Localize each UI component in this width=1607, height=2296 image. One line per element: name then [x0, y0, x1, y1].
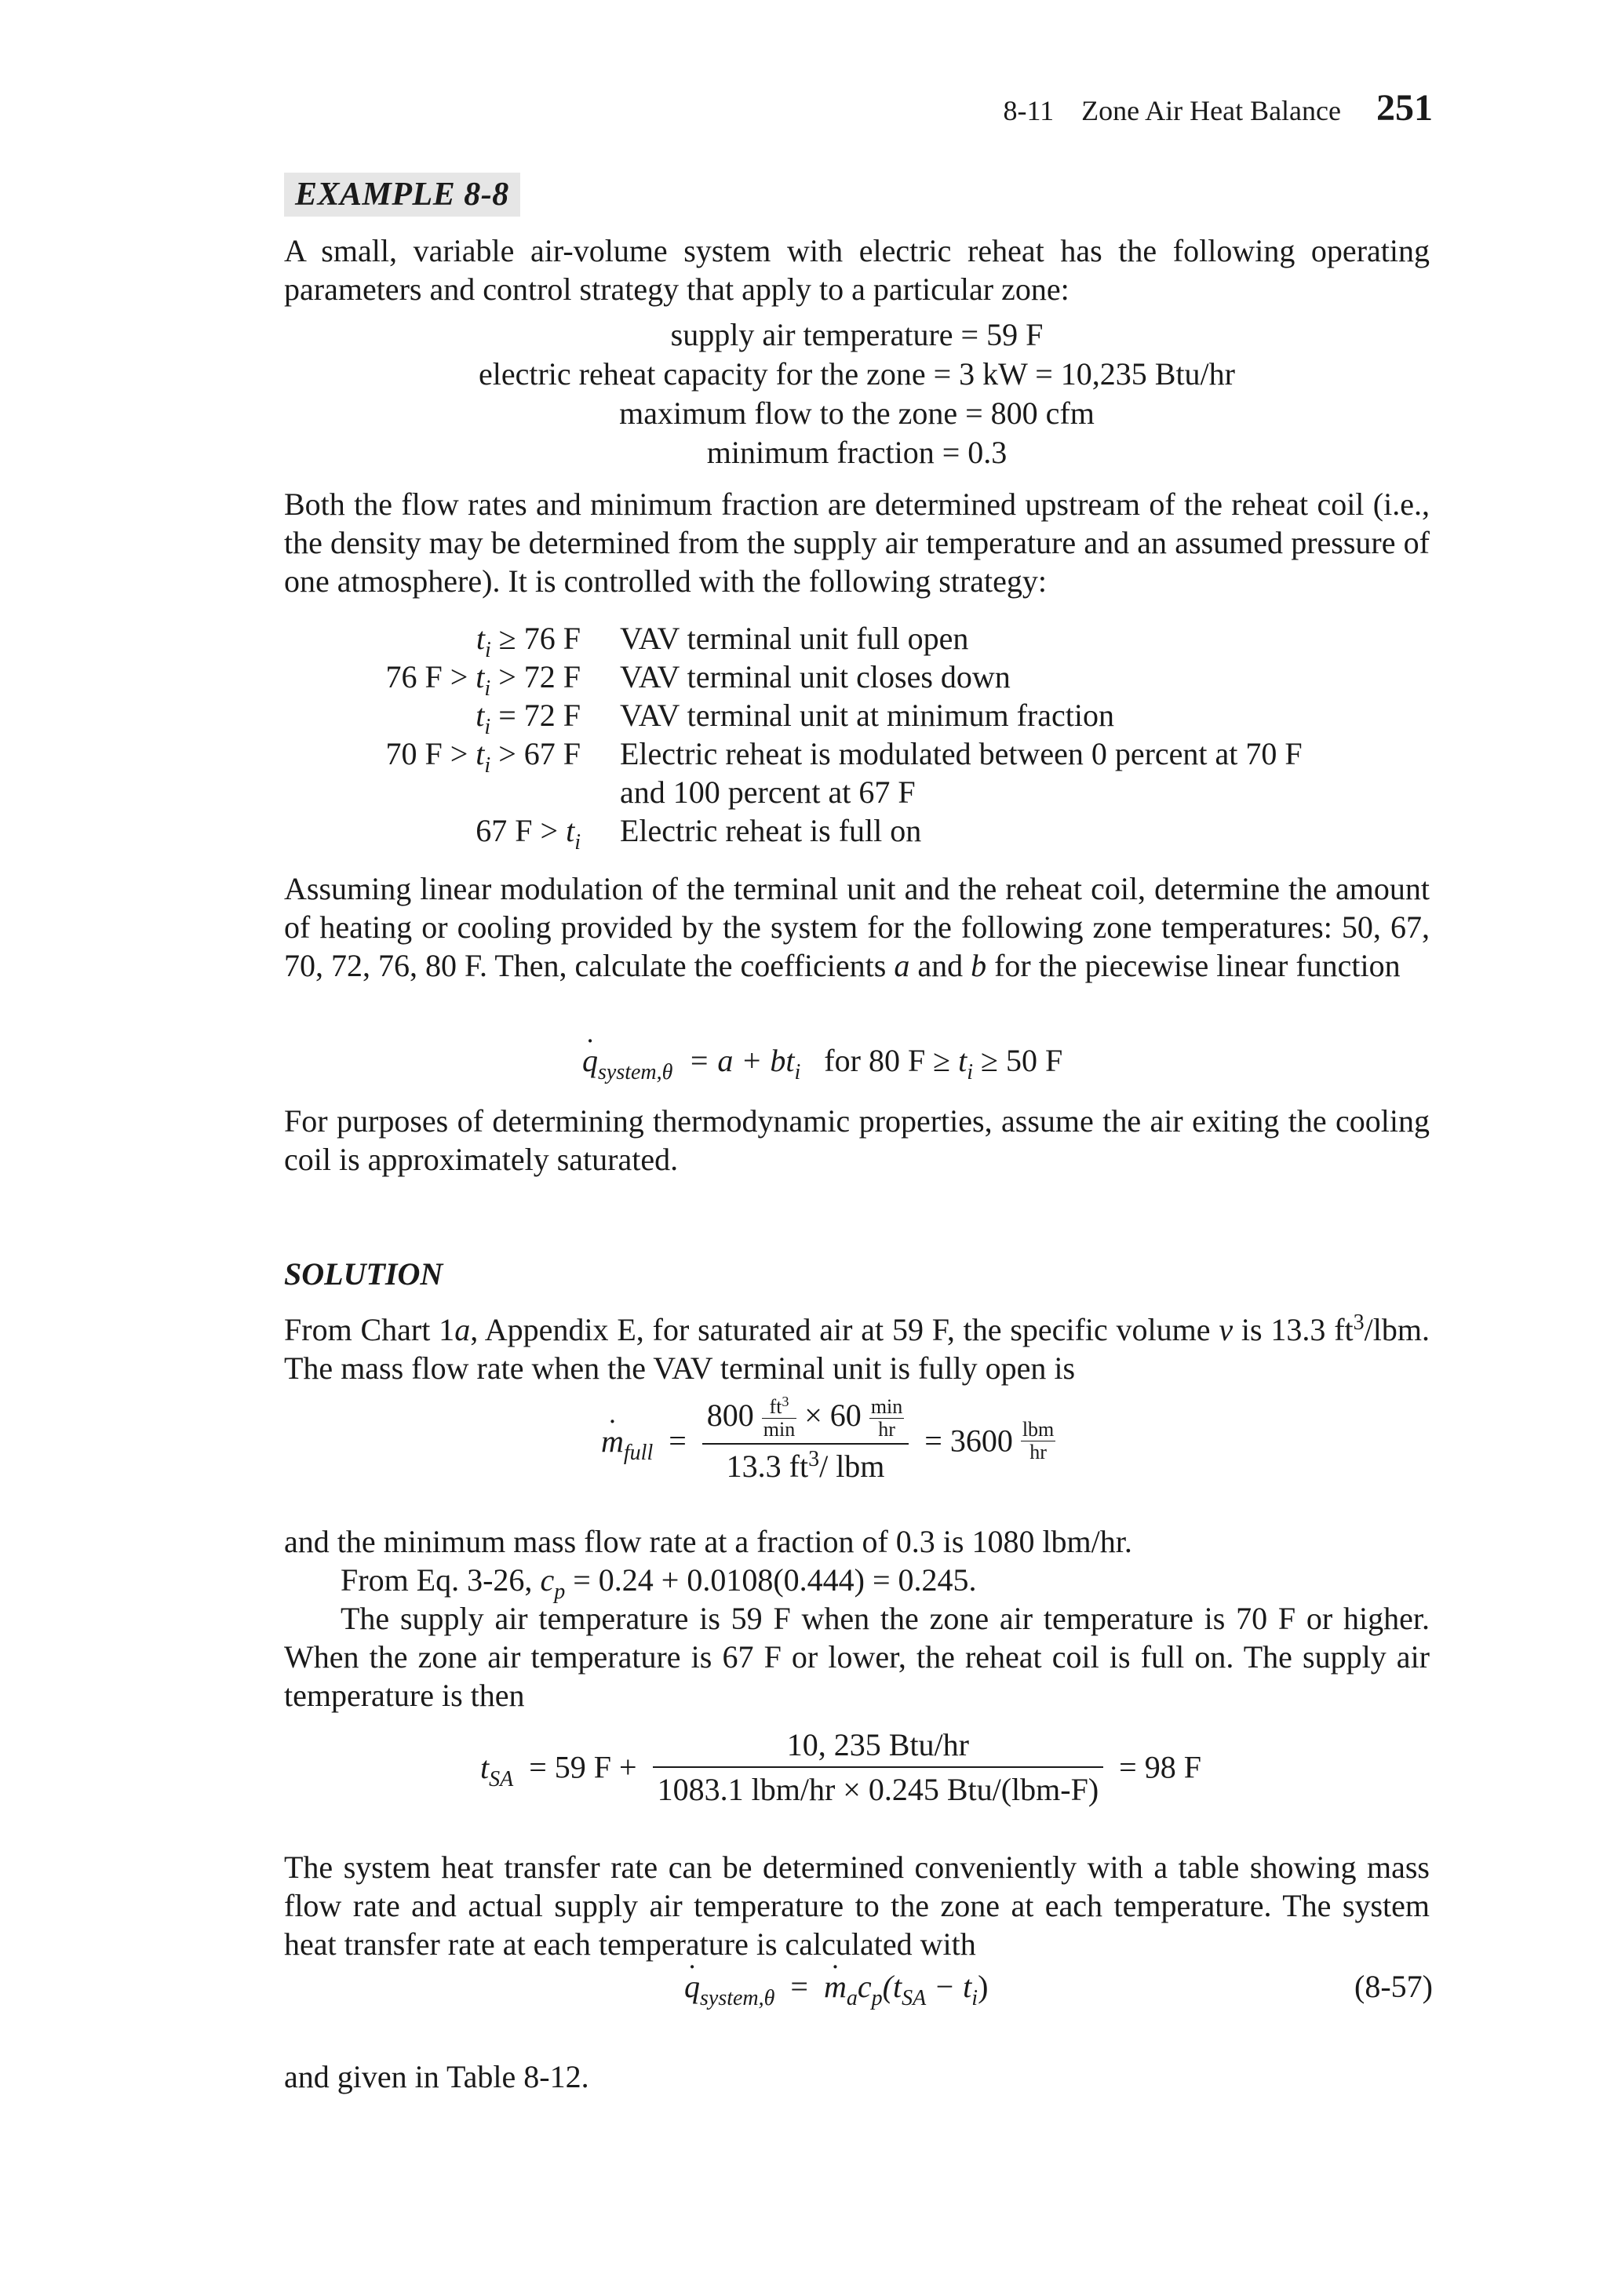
solution-paragraph-2: and the minimum mass flow rate at a fraction of 0.3 is 1080 lbm/hr.: [284, 1524, 1132, 1559]
equation-mass-flow: ˙ $m_{full}$ = 800 $ft^3$ min × 60 min hr 13.3 $ft^3/$ lbm = 3600 lbm hr: [601, 1397, 1055, 1485]
section-number: 8-11: [1003, 95, 1055, 126]
page-number: 251: [1376, 87, 1433, 129]
equation-piecewise-function: ˙ $q_{system,\theta} = a + bt_i$ for 80 $F \ge t_i \ge 50$ F: [582, 1042, 1062, 1079]
strategy-row: 76 $F > t_i > 72$ F VAV terminal unit closes down: [385, 659, 1011, 701]
solution-paragraph-6: and given in Table 8-12.: [284, 2059, 589, 2094]
param-line-4: minimum fraction = 0.3: [706, 435, 1008, 470]
strategy-row: $t_i \ge 76$ F VAV terminal unit full open: [476, 621, 969, 662]
solution-paragraph-4: The supply air temperature is 59 F when the zone air temperature is 70 F or higher. When the zone air temperature is 67 F or lower, the reheat coil is full on. The supply air temperature is then: [284, 1601, 1430, 1713]
solution-paragraph-3: From Eq. 3-26, $c_p = 0.24 + 0.0108(0.444) = 0.245$.: [341, 1562, 977, 1604]
equation-8-57: ˙ $q_{system,\theta}$ = ˙ $m_ac_p(t_{SA} - t_i)$: [684, 1968, 988, 2005]
solution-heading: SOLUTION: [284, 1256, 443, 1292]
solution-paragraph-5: The system heat transfer rate can be determined conveniently with a table showing mass flow rate and actual supply air temperature to the zone at each temperature. The system heat transfer rate at each temperature is calculated with: [284, 1850, 1430, 1962]
section-title: Zone Air Heat Balance: [1081, 95, 1341, 126]
example-paragraph-2: Both the flow rates and minimum fraction are determined upstream of the reheat coil (i.e., the density may be determined from the supply air temperature and an assumed pressure of one atmosphere). It is controlled with the following strategy:: [284, 487, 1430, 599]
strategy-row: and 100 percent at 67 F: [620, 774, 916, 810]
example-intro: A small, variable air-volume system with electric reheat has the following operating parameters and control strategy that apply to a particular zone:: [284, 233, 1430, 307]
param-line-1: supply air temperature = 59 F: [670, 317, 1044, 352]
solution-paragraph-1: From Chart 1a, Appendix E, for saturated air at 59 F, the specific volume v is 13.3 $ft^3$/lbm. The mass flow rate when the VAV terminal unit is fully open is: [284, 1310, 1430, 1386]
param-line-2: electric reheat capacity for the zone = 3 kW = 10,235 Btu/hr: [478, 356, 1235, 392]
running-header: [1003, 86, 1433, 129]
strategy-row: 70 $F > t_i > 67$ F Electric reheat is modulated between 0 percent at 70 F: [385, 736, 1303, 778]
param-line-3: maximum flow to the zone = 800 cfm: [619, 395, 1095, 431]
equation-supply-air-temperature: $t_{SA} = 59$ F + $\frac{\text{10, 235 Btu/hr}}{\text{1083.1 lbm/hr × 0.245 Btu/(lbm-F)}}$ = 98 F: [480, 1727, 1201, 1807]
strategy-row: 67 $F > t_i$ Electric reheat is full on: [476, 813, 922, 855]
example-heading: EXAMPLE 8-8: [284, 173, 520, 217]
strategy-row: $t_i = 72$ F VAV terminal unit at minimum fraction: [476, 698, 1114, 739]
example-paragraph-3: Assuming linear modulation of the terminal unit and the reheat coil, determine the amount of heating or cooling provided by the system for the following zone temperatures: 50, 67, 70, 72, 76, 80 F. Then, calculate the coefficients a and b for the piecewise linear function: [284, 871, 1430, 983]
example-paragraph-4: For purposes of determining thermodynamic properties, assume the air exiting the cooling coil is approximately saturated.: [284, 1103, 1430, 1177]
equation-number: (8-57): [1354, 1969, 1433, 2004]
